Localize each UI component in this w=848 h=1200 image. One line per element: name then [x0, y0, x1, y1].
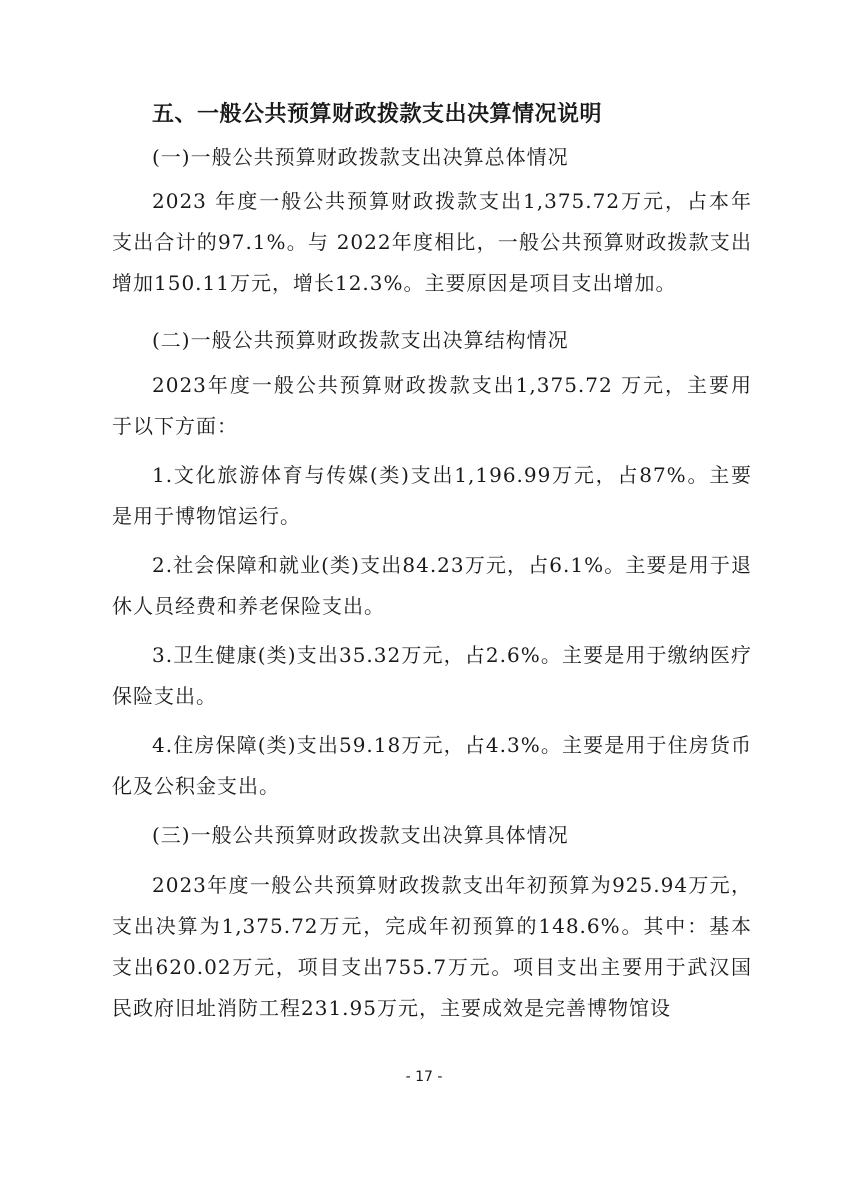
paragraph-structure-intro: 2023年度一般公共预算财政拨款支出1,375.72 万元，主要用于以下方面：	[112, 373, 752, 438]
section-title: 五、一般公共预算财政拨款支出决算情况说明	[152, 102, 603, 127]
paragraph-structure-item-4: 4.住房保障(类)支出59.18万元，占4.3%。主要是用于住房货币化及公积金支出。	[112, 733, 752, 798]
subsection-heading-3: (三)一般公共预算财政拨款支出决算具体情况	[152, 823, 569, 847]
subsection-heading-2: (二)一般公共预算财政拨款支出决算结构情况	[152, 328, 569, 352]
paragraph-overall: 2023 年度一般公共预算财政拨款支出1,375.72万元，占本年支出合计的97.1%。与 2022年度相比，一般公共预算财政拨款支出增加150.11万元，增长12.3%。主要原因是项目支出增加。	[112, 189, 752, 295]
subsection-heading-1: (一)一般公共预算财政拨款支出决算总体情况	[152, 145, 569, 169]
paragraph-structure-item-2: 2.社会保障和就业(类)支出84.23万元，占6.1%。主要是用于退休人员经费和养老保险支出。	[112, 553, 752, 618]
paragraph-details: 2023年度一般公共预算财政拨款支出年初预算为925.94万元，支出决算为1,375.72万元，完成年初预算的148.6%。其中：基本支出620.02万元，项目支出755.7万元。项目支出主要用于武汉国民政府旧址消防工程231.95万元，主要成效是完善博物馆设	[112, 873, 752, 1020]
page-number: - 17 -	[405, 1069, 443, 1085]
paragraph-structure-item-1: 1.文化旅游体育与传媒(类)支出1,196.99万元，占87%。主要是用于博物馆运行。	[112, 463, 752, 528]
paragraph-structure-item-3: 3.卫生健康(类)支出35.32万元，占2.6%。主要是用于缴纳医疗保险支出。	[112, 643, 752, 708]
